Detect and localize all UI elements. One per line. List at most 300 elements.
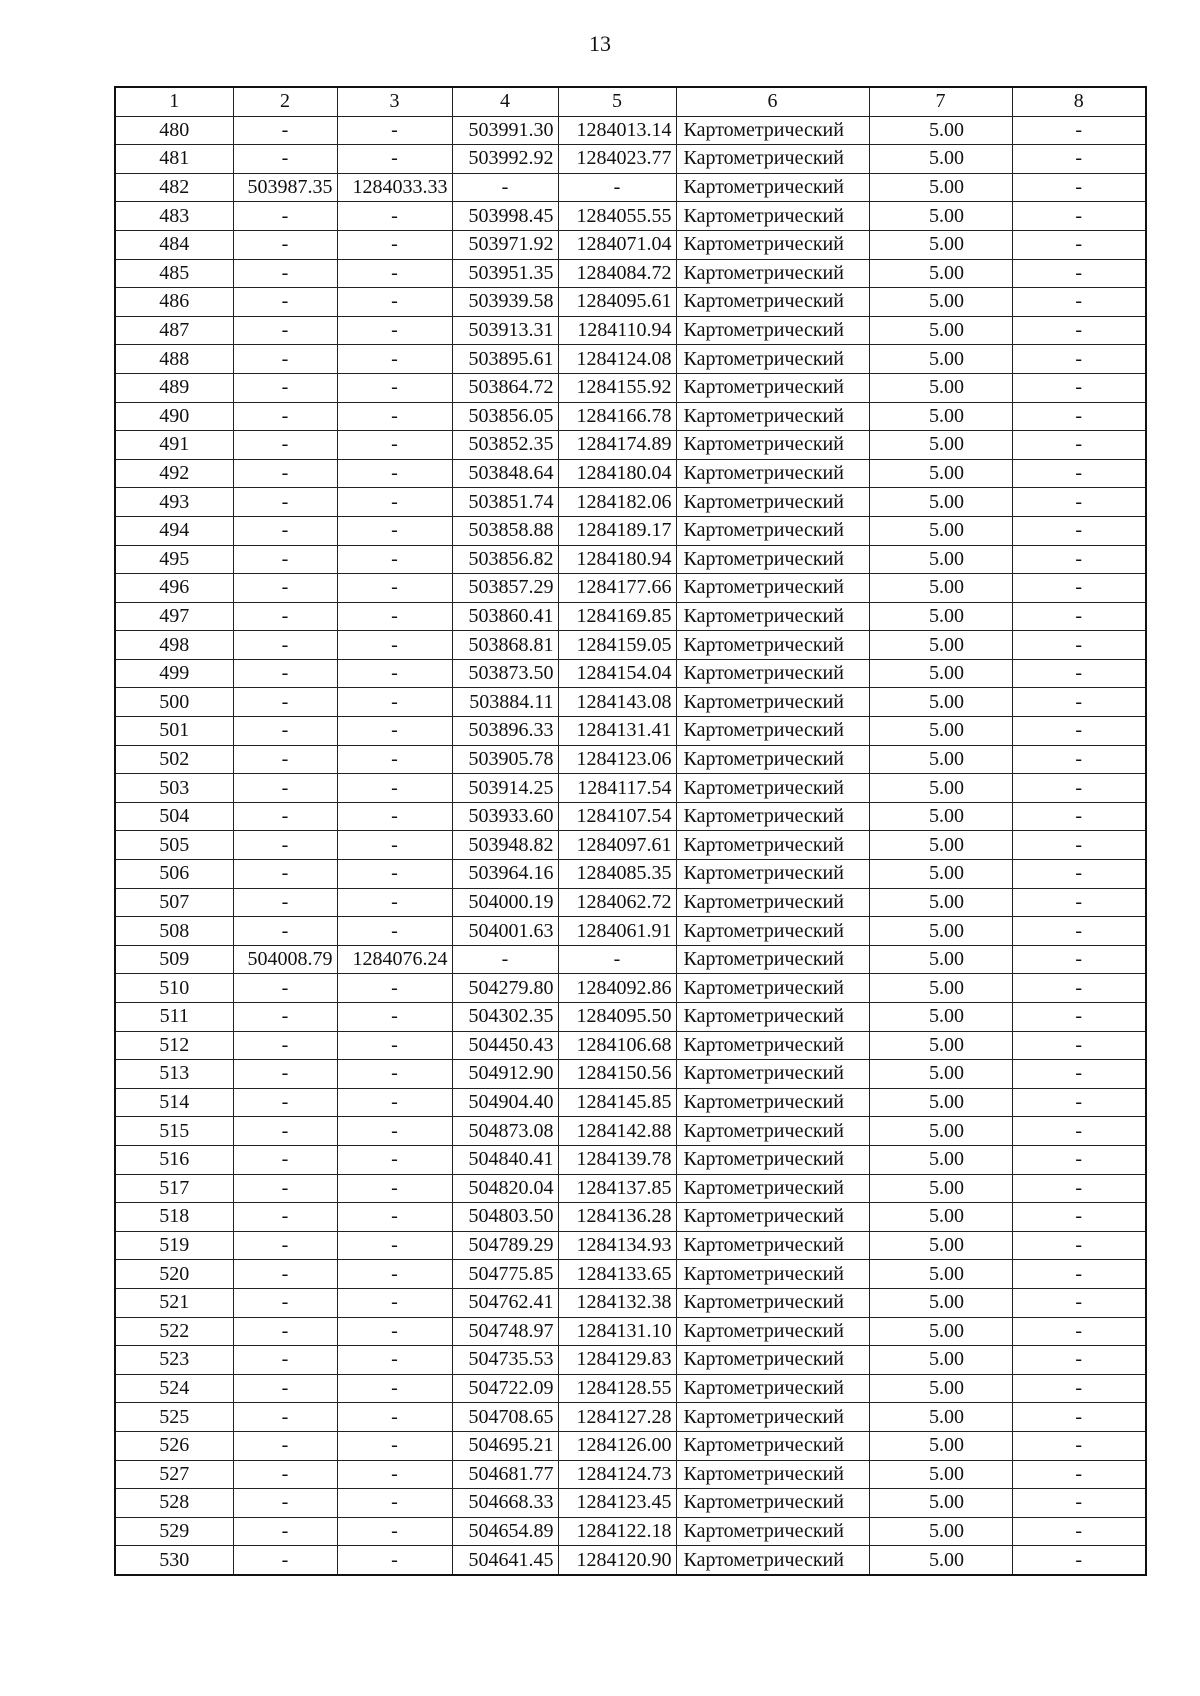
col2-value-cell: - <box>233 116 337 145</box>
col3-value-cell: - <box>337 1031 452 1060</box>
accuracy-cell: 5.00 <box>869 1517 1012 1546</box>
col4-value-cell: 503857.29 <box>452 574 558 603</box>
table-body <box>115 116 1146 1575</box>
col8-value-cell: - <box>1012 373 1146 402</box>
accuracy-cell: 5.00 <box>869 402 1012 431</box>
table-row <box>115 230 1146 259</box>
table-row <box>115 288 1146 317</box>
col2-value-cell: - <box>233 631 337 660</box>
point-number-cell: 485 <box>115 259 233 288</box>
point-number-cell: 502 <box>115 745 233 774</box>
col5-value-cell: 1284136.28 <box>558 1203 676 1232</box>
table-row <box>115 831 1146 860</box>
col3-value-cell: - <box>337 1231 452 1260</box>
point-number-cell: 506 <box>115 860 233 889</box>
table-row <box>115 860 1146 889</box>
method-cell: Картометрический <box>676 1003 869 1032</box>
method-cell: Картометрический <box>676 717 869 746</box>
accuracy-cell: 5.00 <box>869 917 1012 946</box>
point-number-cell: 517 <box>115 1174 233 1203</box>
col8-value-cell: - <box>1012 1346 1146 1375</box>
method-cell: Картометрический <box>676 1060 869 1089</box>
col5-value-cell: 1284107.54 <box>558 802 676 831</box>
col3-value-cell: - <box>337 259 452 288</box>
col2-value-cell: - <box>233 1260 337 1289</box>
col8-value-cell: - <box>1012 173 1146 202</box>
col5-value-cell: 1284013.14 <box>558 116 676 145</box>
col3-value-cell: 1284076.24 <box>337 945 452 974</box>
table-row <box>115 1489 1146 1518</box>
col8-value-cell: - <box>1012 745 1146 774</box>
col5-value-cell: 1284085.35 <box>558 860 676 889</box>
point-number-cell: 527 <box>115 1460 233 1489</box>
point-number-cell: 496 <box>115 574 233 603</box>
col2-value-cell: - <box>233 1003 337 1032</box>
method-cell: Картометрический <box>676 1346 869 1375</box>
col4-value-cell: 504735.53 <box>452 1346 558 1375</box>
col5-value-cell: 1284062.72 <box>558 888 676 917</box>
accuracy-cell: 5.00 <box>869 1374 1012 1403</box>
method-cell: Картометрический <box>676 574 869 603</box>
col4-value-cell: 504641.45 <box>452 1546 558 1575</box>
point-number-cell: 481 <box>115 145 233 174</box>
accuracy-cell: 5.00 <box>869 516 1012 545</box>
accuracy-cell: 5.00 <box>869 888 1012 917</box>
accuracy-cell: 5.00 <box>869 945 1012 974</box>
col2-value-cell: - <box>233 1117 337 1146</box>
col5-value-cell: 1284131.10 <box>558 1317 676 1346</box>
col2-value-cell: - <box>233 745 337 774</box>
col5-value-cell: 1284117.54 <box>558 774 676 803</box>
col5-value-cell: 1284180.04 <box>558 459 676 488</box>
method-cell: Картометрический <box>676 1374 869 1403</box>
accuracy-cell: 5.00 <box>869 974 1012 1003</box>
col8-value-cell: - <box>1012 1288 1146 1317</box>
point-number-cell: 486 <box>115 288 233 317</box>
accuracy-cell: 5.00 <box>869 316 1012 345</box>
col2-value-cell: - <box>233 831 337 860</box>
accuracy-cell: 5.00 <box>869 145 1012 174</box>
method-cell: Картометрический <box>676 974 869 1003</box>
point-number-cell: 489 <box>115 373 233 402</box>
method-cell: Картометрический <box>676 1431 869 1460</box>
col2-value-cell: - <box>233 145 337 174</box>
method-cell: Картометрический <box>676 631 869 660</box>
method-cell: Картометрический <box>676 145 869 174</box>
col5-value-cell: 1284071.04 <box>558 230 676 259</box>
col4-value-cell: 504873.08 <box>452 1117 558 1146</box>
table-row <box>115 945 1146 974</box>
col5-value-cell: 1284159.05 <box>558 631 676 660</box>
method-cell: Картометрический <box>676 1203 869 1232</box>
table-row <box>115 688 1146 717</box>
point-number-cell: 523 <box>115 1346 233 1375</box>
table-row <box>115 659 1146 688</box>
header-cell: 5 <box>558 87 676 116</box>
method-cell: Картометрический <box>676 1117 869 1146</box>
col5-value-cell: 1284023.77 <box>558 145 676 174</box>
col5-value-cell: 1284124.73 <box>558 1460 676 1489</box>
method-cell: Картометрический <box>676 802 869 831</box>
col2-value-cell: - <box>233 1460 337 1489</box>
point-number-cell: 498 <box>115 631 233 660</box>
col4-value-cell: 503951.35 <box>452 259 558 288</box>
accuracy-cell: 5.00 <box>869 488 1012 517</box>
col8-value-cell: - <box>1012 1088 1146 1117</box>
col4-value-cell: 503948.82 <box>452 831 558 860</box>
point-number-cell: 515 <box>115 1117 233 1146</box>
col2-value-cell: - <box>233 688 337 717</box>
col3-value-cell: - <box>337 545 452 574</box>
col3-value-cell: - <box>337 860 452 889</box>
col4-value-cell: 503913.31 <box>452 316 558 345</box>
method-cell: Картометрический <box>676 1260 869 1289</box>
point-number-cell: 493 <box>115 488 233 517</box>
method-cell: Картометрический <box>676 602 869 631</box>
table-row <box>115 631 1146 660</box>
table-row <box>115 145 1146 174</box>
col4-value-cell: 504840.41 <box>452 1145 558 1174</box>
header-cell: 7 <box>869 87 1012 116</box>
col3-value-cell: - <box>337 974 452 1003</box>
table-row <box>115 1317 1146 1346</box>
accuracy-cell: 5.00 <box>869 259 1012 288</box>
col5-value-cell: 1284123.45 <box>558 1489 676 1518</box>
col3-value-cell: - <box>337 1517 452 1546</box>
method-cell: Картометрический <box>676 688 869 717</box>
table-row <box>115 173 1146 202</box>
col4-value-cell: 503856.05 <box>452 402 558 431</box>
col8-value-cell: - <box>1012 717 1146 746</box>
col3-value-cell: - <box>337 116 452 145</box>
col4-value-cell: 503933.60 <box>452 802 558 831</box>
col8-value-cell: - <box>1012 688 1146 717</box>
col4-value-cell: 503992.92 <box>452 145 558 174</box>
col5-value-cell: - <box>558 173 676 202</box>
method-cell: Картометрический <box>676 1403 869 1432</box>
table-row <box>115 1060 1146 1089</box>
table-row <box>115 1403 1146 1432</box>
col3-value-cell: - <box>337 373 452 402</box>
accuracy-cell: 5.00 <box>869 545 1012 574</box>
col3-value-cell: - <box>337 145 452 174</box>
point-number-cell: 511 <box>115 1003 233 1032</box>
method-cell: Картометрический <box>676 1088 869 1117</box>
point-number-cell: 482 <box>115 173 233 202</box>
method-cell: Картометрический <box>676 774 869 803</box>
col8-value-cell: - <box>1012 1060 1146 1089</box>
col4-value-cell: 503884.11 <box>452 688 558 717</box>
table-row <box>115 345 1146 374</box>
col3-value-cell: - <box>337 316 452 345</box>
col3-value-cell: - <box>337 1117 452 1146</box>
col4-value-cell: 503868.81 <box>452 631 558 660</box>
method-cell: Картометрический <box>676 1231 869 1260</box>
col8-value-cell: - <box>1012 288 1146 317</box>
point-number-cell: 501 <box>115 717 233 746</box>
col5-value-cell: 1284169.85 <box>558 602 676 631</box>
table-row <box>115 373 1146 402</box>
col4-value-cell: 503858.88 <box>452 516 558 545</box>
col4-value-cell: 504904.40 <box>452 1088 558 1117</box>
col8-value-cell: - <box>1012 574 1146 603</box>
point-number-cell: 510 <box>115 974 233 1003</box>
col8-value-cell: - <box>1012 659 1146 688</box>
point-number-cell: 484 <box>115 230 233 259</box>
col4-value-cell: 504001.63 <box>452 917 558 946</box>
col5-value-cell: 1284177.66 <box>558 574 676 603</box>
col8-value-cell: - <box>1012 488 1146 517</box>
col2-value-cell: - <box>233 431 337 460</box>
point-number-cell: 524 <box>115 1374 233 1403</box>
col8-value-cell: - <box>1012 774 1146 803</box>
table-row <box>115 402 1146 431</box>
col2-value-cell: - <box>233 1346 337 1375</box>
col5-value-cell: 1284139.78 <box>558 1145 676 1174</box>
col2-value-cell: - <box>233 288 337 317</box>
table-row <box>115 1288 1146 1317</box>
table-row <box>115 717 1146 746</box>
method-cell: Картометрический <box>676 402 869 431</box>
table-row <box>115 202 1146 231</box>
accuracy-cell: 5.00 <box>869 1145 1012 1174</box>
col8-value-cell: - <box>1012 1203 1146 1232</box>
col2-value-cell: - <box>233 1145 337 1174</box>
point-number-cell: 500 <box>115 688 233 717</box>
col3-value-cell: - <box>337 1346 452 1375</box>
col4-value-cell: 503873.50 <box>452 659 558 688</box>
col4-value-cell: 503852.35 <box>452 431 558 460</box>
point-number-cell: 499 <box>115 659 233 688</box>
col8-value-cell: - <box>1012 459 1146 488</box>
col2-value-cell: - <box>233 1288 337 1317</box>
col5-value-cell: 1284110.94 <box>558 316 676 345</box>
col4-value-cell: 503971.92 <box>452 230 558 259</box>
accuracy-cell: 5.00 <box>869 602 1012 631</box>
col8-value-cell: - <box>1012 1145 1146 1174</box>
accuracy-cell: 5.00 <box>869 116 1012 145</box>
col8-value-cell: - <box>1012 1546 1146 1575</box>
col8-value-cell: - <box>1012 1431 1146 1460</box>
col8-value-cell: - <box>1012 202 1146 231</box>
col3-value-cell: - <box>337 574 452 603</box>
point-number-cell: 525 <box>115 1403 233 1432</box>
point-number-cell: 507 <box>115 888 233 917</box>
table-row <box>115 459 1146 488</box>
accuracy-cell: 5.00 <box>869 1174 1012 1203</box>
col3-value-cell: - <box>337 1403 452 1432</box>
accuracy-cell: 5.00 <box>869 202 1012 231</box>
method-cell: Картометрический <box>676 173 869 202</box>
col5-value-cell: 1284155.92 <box>558 373 676 402</box>
col5-value-cell: 1284122.18 <box>558 1517 676 1546</box>
method-cell: Картометрический <box>676 860 869 889</box>
col4-value-cell: 504681.77 <box>452 1460 558 1489</box>
col2-value-cell: - <box>233 545 337 574</box>
col4-value-cell: 504803.50 <box>452 1203 558 1232</box>
accuracy-cell: 5.00 <box>869 1231 1012 1260</box>
col4-value-cell: 504279.80 <box>452 974 558 1003</box>
col4-value-cell: 504748.97 <box>452 1317 558 1346</box>
accuracy-cell: 5.00 <box>869 802 1012 831</box>
col5-value-cell: 1284055.55 <box>558 202 676 231</box>
accuracy-cell: 5.00 <box>869 574 1012 603</box>
point-number-cell: 512 <box>115 1031 233 1060</box>
col4-value-cell: 504912.90 <box>452 1060 558 1089</box>
col5-value-cell: 1284150.56 <box>558 1060 676 1089</box>
accuracy-cell: 5.00 <box>869 431 1012 460</box>
col8-value-cell: - <box>1012 631 1146 660</box>
method-cell: Картометрический <box>676 488 869 517</box>
point-number-cell: 494 <box>115 516 233 545</box>
point-number-cell: 497 <box>115 602 233 631</box>
col8-value-cell: - <box>1012 1489 1146 1518</box>
col5-value-cell: 1284189.17 <box>558 516 676 545</box>
col4-value-cell: 503856.82 <box>452 545 558 574</box>
point-number-cell: 490 <box>115 402 233 431</box>
col2-value-cell: - <box>233 1317 337 1346</box>
col4-value-cell: 503864.72 <box>452 373 558 402</box>
header-cell: 2 <box>233 87 337 116</box>
col4-value-cell: 503905.78 <box>452 745 558 774</box>
table-row <box>115 1031 1146 1060</box>
table-row <box>115 1517 1146 1546</box>
col4-value-cell: 504302.35 <box>452 1003 558 1032</box>
col4-value-cell: 504820.04 <box>452 1174 558 1203</box>
col8-value-cell: - <box>1012 1231 1146 1260</box>
col2-value-cell: - <box>233 917 337 946</box>
col8-value-cell: - <box>1012 888 1146 917</box>
point-number-cell: 514 <box>115 1088 233 1117</box>
point-number-cell: 522 <box>115 1317 233 1346</box>
col4-value-cell: 504668.33 <box>452 1489 558 1518</box>
table-row <box>115 431 1146 460</box>
table-row <box>115 316 1146 345</box>
col2-value-cell: - <box>233 516 337 545</box>
col2-value-cell: - <box>233 1546 337 1575</box>
col8-value-cell: - <box>1012 1403 1146 1432</box>
point-number-cell: 508 <box>115 917 233 946</box>
col2-value-cell: - <box>233 888 337 917</box>
accuracy-cell: 5.00 <box>869 459 1012 488</box>
col3-value-cell: - <box>337 745 452 774</box>
method-cell: Картометрический <box>676 431 869 460</box>
col8-value-cell: - <box>1012 1174 1146 1203</box>
method-cell: Картометрический <box>676 345 869 374</box>
accuracy-cell: 5.00 <box>869 1003 1012 1032</box>
col2-value-cell: - <box>233 230 337 259</box>
table-row <box>115 1174 1146 1203</box>
method-cell: Картометрический <box>676 888 869 917</box>
col5-value-cell: 1284142.88 <box>558 1117 676 1146</box>
col8-value-cell: - <box>1012 230 1146 259</box>
col3-value-cell: - <box>337 602 452 631</box>
col4-value-cell: 503939.58 <box>452 288 558 317</box>
col4-value-cell: 503964.16 <box>452 860 558 889</box>
point-number-cell: 503 <box>115 774 233 803</box>
col2-value-cell: - <box>233 1431 337 1460</box>
col8-value-cell: - <box>1012 1003 1146 1032</box>
accuracy-cell: 5.00 <box>869 230 1012 259</box>
page-number: 13 <box>589 31 611 56</box>
header-cell: 4 <box>452 87 558 116</box>
header-cell: 6 <box>676 87 869 116</box>
table-row <box>115 116 1146 145</box>
col3-value-cell: - <box>337 1317 452 1346</box>
method-cell: Картометрический <box>676 659 869 688</box>
accuracy-cell: 5.00 <box>869 1260 1012 1289</box>
col3-value-cell: - <box>337 402 452 431</box>
col4-value-cell: 503895.61 <box>452 345 558 374</box>
col8-value-cell: - <box>1012 431 1146 460</box>
header-cell: 8 <box>1012 87 1146 116</box>
point-number-cell: 492 <box>115 459 233 488</box>
col3-value-cell: - <box>337 516 452 545</box>
col5-value-cell: 1284120.90 <box>558 1546 676 1575</box>
accuracy-cell: 5.00 <box>869 345 1012 374</box>
col8-value-cell: - <box>1012 602 1146 631</box>
col3-value-cell: - <box>337 202 452 231</box>
method-cell: Картометрический <box>676 1517 869 1546</box>
method-cell: Картометрический <box>676 516 869 545</box>
table-row <box>115 516 1146 545</box>
table-row <box>115 774 1146 803</box>
col2-value-cell: - <box>233 774 337 803</box>
col2-value-cell: - <box>233 316 337 345</box>
accuracy-cell: 5.00 <box>869 288 1012 317</box>
col5-value-cell: 1284133.65 <box>558 1260 676 1289</box>
col3-value-cell: - <box>337 230 452 259</box>
method-cell: Картометрический <box>676 745 869 774</box>
table-row <box>115 974 1146 1003</box>
col5-value-cell: 1284095.61 <box>558 288 676 317</box>
method-cell: Картометрический <box>676 1145 869 1174</box>
method-cell: Картометрический <box>676 259 869 288</box>
table-row <box>115 1431 1146 1460</box>
col2-value-cell: - <box>233 602 337 631</box>
col2-value-cell: - <box>233 1088 337 1117</box>
point-number-cell: 483 <box>115 202 233 231</box>
accuracy-cell: 5.00 <box>869 1203 1012 1232</box>
method-cell: Картометрический <box>676 373 869 402</box>
col5-value-cell: 1284129.83 <box>558 1346 676 1375</box>
col5-value-cell: 1284134.93 <box>558 1231 676 1260</box>
point-number-cell: 516 <box>115 1145 233 1174</box>
col3-value-cell: - <box>337 1489 452 1518</box>
col3-value-cell: - <box>337 345 452 374</box>
col2-value-cell: - <box>233 802 337 831</box>
col2-value-cell: - <box>233 1174 337 1203</box>
col4-value-cell: 504762.41 <box>452 1288 558 1317</box>
col2-value-cell: - <box>233 202 337 231</box>
col3-value-cell: - <box>337 1460 452 1489</box>
table-row <box>115 745 1146 774</box>
method-cell: Картометрический <box>676 1031 869 1060</box>
col3-value-cell: - <box>337 1203 452 1232</box>
accuracy-cell: 5.00 <box>869 1060 1012 1089</box>
table-row <box>115 545 1146 574</box>
col2-value-cell: - <box>233 574 337 603</box>
method-cell: Картометрический <box>676 288 869 317</box>
accuracy-cell: 5.00 <box>869 631 1012 660</box>
col2-value-cell: 503987.35 <box>233 173 337 202</box>
col8-value-cell: - <box>1012 345 1146 374</box>
accuracy-cell: 5.00 <box>869 1117 1012 1146</box>
point-number-cell: 519 <box>115 1231 233 1260</box>
col2-value-cell: - <box>233 1489 337 1518</box>
col5-value-cell: - <box>558 945 676 974</box>
accuracy-cell: 5.00 <box>869 1031 1012 1060</box>
